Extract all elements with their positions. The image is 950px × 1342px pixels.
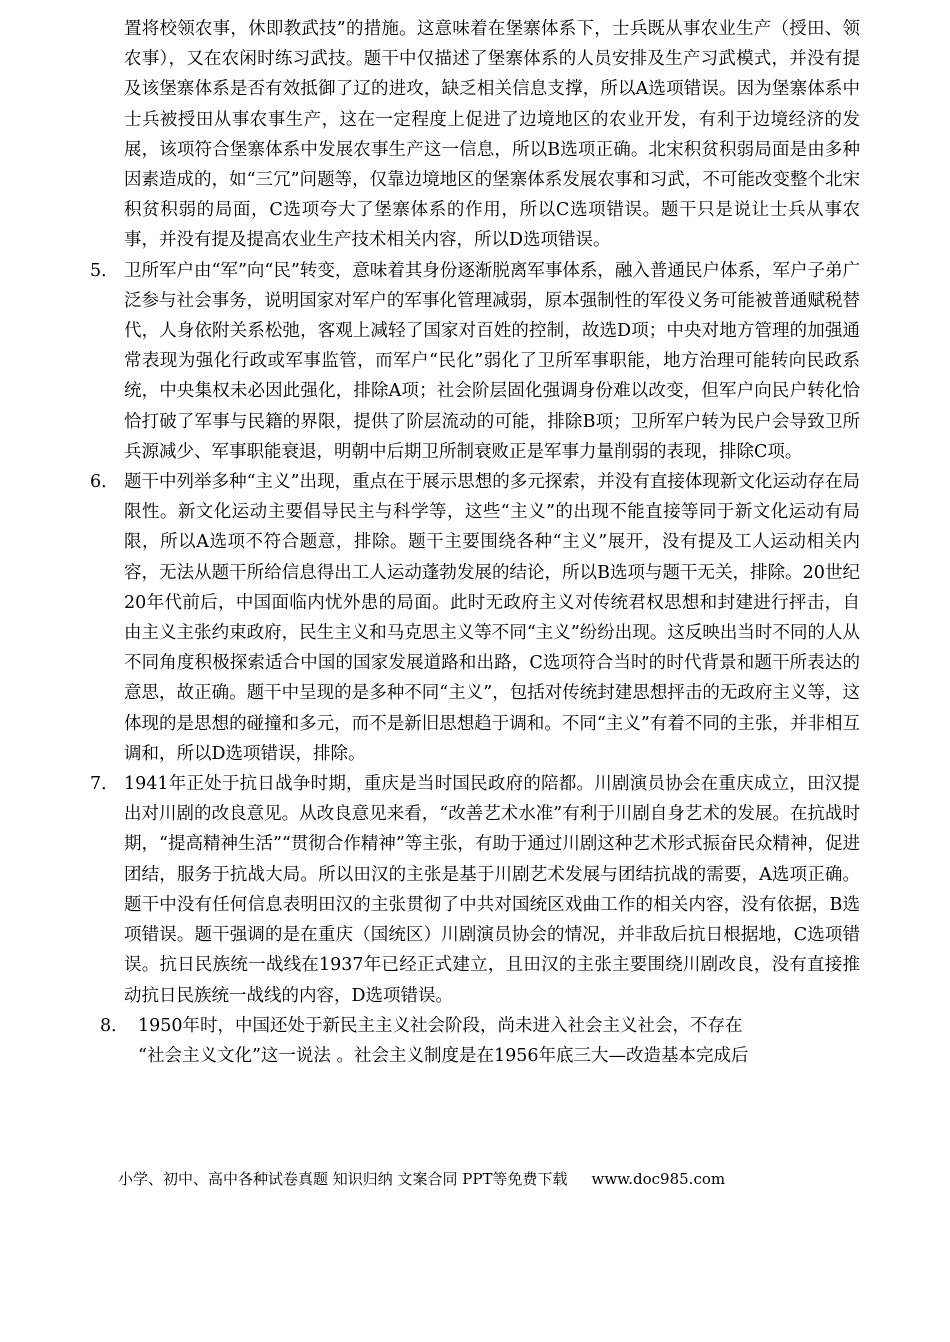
- explanation-text-8-line2: “社会主义文化”这一说法 。社会主义制度是在1956年底三大—改造基本完成后: [138, 1045, 749, 1066]
- item-number-5: 5．: [90, 260, 119, 281]
- item-number-7: 7．: [90, 774, 119, 795]
- explanation-item-8: [90, 1011, 860, 1071]
- explanation-text-7: 1941年正处于抗日战争时期，重庆是当时国民政府的陪都。川剧演员协会在重庆成立，田汉提出对川剧的改良意见。从改良意见来看，“改善艺术水准”有利于川剧自身艺术的发展。在抗战时期，“提高精神生活”“贯彻合作精神”等主张，有助于通过川剧这种艺术形式振奋民众精神，促进团结，服务于抗战大局。所以田汉的主张是基于川剧艺术发展与团结抗战的需要，A选项正确。题干中没有任何信息表明田汉的主张贯彻了中共对国统区戏曲工作的相关内容，没有依据，B选项错误。题干强调的是在重庆（国统区）川剧演员协会的情况，并非敌后抗日根据地，C选项错误。抗日民族统一战线在1937年已经正式建立，且田汉的主张主要围绕川剧改良，没有直接推动抗日民族统一战线的内容，D选项错误。: [124, 774, 860, 1006]
- explanation-4-continued: 置将校领农事，休即教武技”的措施。这意味着在堡寨体系下，士兵既从事农业生产（授田、领农事），又在农闲时练习武技。题干中仅描述了堡寨体系的人员安排及生产习武模式，并没有提及该堡寨体系是否有效抵御了辽的进攻，缺乏相关信息支撑，所以A选项错误。因为堡寨体系中士兵被授田从事农事生产，这在一定程度上促进了边境地区的农业开发，有利于边境经济的发展，该项符合堡寨体系中发展农事生产这一信息，所以B选项正确。北宋积贫积弱局面是由多种因素造成的，如“三冗”问题等，仅靠边境地区的堡寨体系发展农事和习武，不可能改变整个北宋积贫积弱的局面，C选项夸大了堡寨体系的作用，所以C选项错误。题干只是说让士兵从事农事，并没有提及提高农业生产技术相关内容，所以D选项错误。: [124, 19, 860, 251]
- footer-text: 小学、初中、高中各种试卷真题 知识归纳 文案合同 PPT等免费下载: [118, 1170, 568, 1188]
- page-footer: [118, 1168, 725, 1190]
- item-number-8: 8．: [100, 1015, 129, 1036]
- explanation-item-5: [90, 256, 860, 467]
- explanation-text-5: 卫所军户由“军”向“民”转变，意味着其身份逐渐脱离军事体系，融入普通民户体系，军户子弟广泛参与社会事务，说明国家对军户的军事化管理减弱，原本强制性的军役义务可能被普通赋税替代，人身依附关系松弛，客观上减轻了国家对百姓的控制，故选D项；中央对地方管理的加强通常表现为强化行政或军事监管，而军户“民化”弱化了卫所军事职能，地方治理可能转向民政系统，中央集权未必因此强化，排除A项；社会阶层固化强调身份难以改变，但军户向民户转化恰恰打破了军事与民籍的界限，提供了阶层流动的可能，排除B项；卫所军户转为民户会导致卫所兵源减少、军事职能衰退，明朝中后期卫所制衰败正是军事力量削弱的表现，排除C项。: [124, 260, 860, 462]
- explanation-text-6: 题干中列举多种“主义”出现，重点在于展示思想的多元探索，并没有直接体现新文化运动存在局限性。新文化运动主要倡导民主与科学等，这些“主义”的出现不能直接等同于新文化运动有局限，所以A选项不符合题意，排除。题干主要围绕各种“主义”展开，没有提及工人运动相关内容，无法从题干所给信息得出工人运动蓬勃发展的结论，所以B选项与题干无关，排除。20世纪20年代前后，中国面临内忧外患的局面。此时无政府主义对传统君权思想和封建进行抨击，自由主义主张约束政府，民生主义和马克思主义等不同“主义”纷纷出现。这反映出当时不同的人从不同角度积极探索适合中国的国家发展道路和出路，C选项符合当时的时代背景和题干所表达的意思，故正确。题干中呈现的是多种不同“主义”，包括对传统封建思想抨击的无政府主义等，这体现的是思想的碰撞和多元，而不是新旧思想趋于调和。不同“主义”有着不同的主张，并非相互调和，所以D选项错误，排除。: [124, 472, 860, 764]
- explanation-item-6: [90, 467, 860, 769]
- item-number-6: 6．: [90, 472, 119, 493]
- answer-explanations: [90, 14, 860, 1071]
- footer-url[interactable]: www.doc985.com: [591, 1170, 726, 1188]
- explanation-item-7: [90, 769, 860, 1011]
- explanation-text-8-line1: 1950年时，中国还处于新民主主义社会阶段，尚未进入社会主义社会，不存在: [138, 1015, 743, 1036]
